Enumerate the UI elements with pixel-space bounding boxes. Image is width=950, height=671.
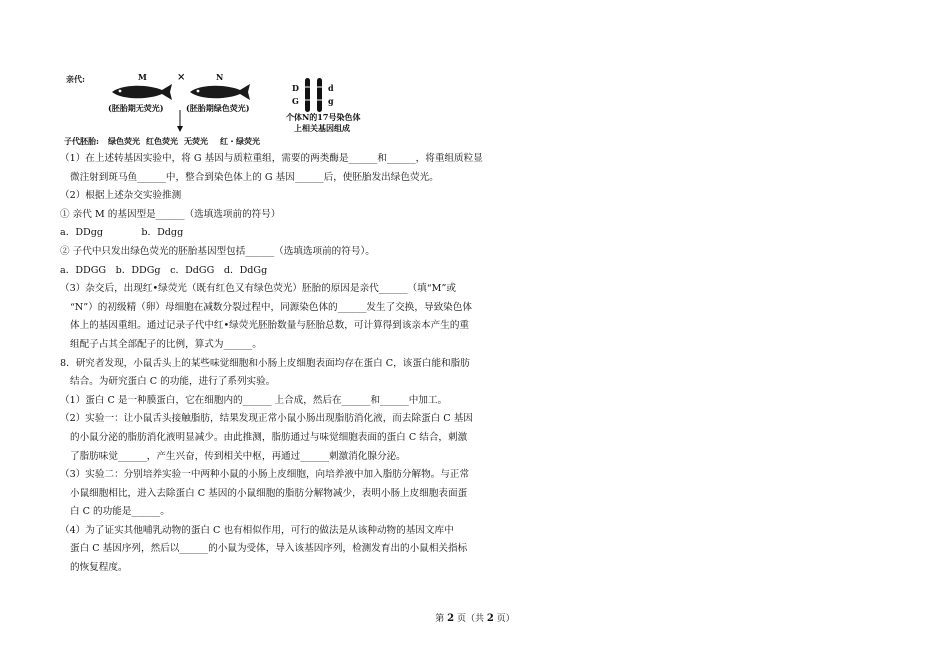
text-line: 的恢复程度。 xyxy=(70,562,128,574)
text-line: 体上的基因重组。通过记录子代中红•绿荧光胚胎数量与胚胎总数，可计算得到该亲本产生的重 xyxy=(70,320,470,332)
text-line: ① 亲代 M 的基因型是______（选填选项前的符号） xyxy=(60,208,281,220)
footer-prefix: 第 xyxy=(435,614,445,624)
question-text xyxy=(60,150,483,578)
chromosome-caption-line2: 上相关基因组成 xyxy=(294,123,350,133)
chromosome-gene-g-lower: g xyxy=(328,96,334,106)
text-line: ② 子代中只发出绿色荧光的胚胎基因型包括______（选填选项前的符号）。 xyxy=(60,245,375,257)
text-line: （2）根据上述杂交实验推测 xyxy=(60,190,182,202)
offspring-phenotype-1: 绿色荧光 xyxy=(108,136,140,146)
text-line: 小鼠细胞相比，进入去除蛋白 C 基因的小鼠细胞的脂肪分解物减少，表明小肠上皮细胞表面蛋 xyxy=(70,487,468,499)
option-line: a．DDgg b．Ddgg xyxy=(60,227,184,239)
text-line: 了脂肪味觉______，产生兴奋，传到相关中枢，再通过______刺激消化腺分泌。 xyxy=(70,450,406,462)
chromosome-caption-line1: 个体N的17号染色体 xyxy=(286,112,361,122)
text-line: （1）蛋白 C 是一种膜蛋白，它在细胞内的______ 上合成，然后在______和______中加工。 xyxy=(60,394,448,406)
text-line: （3）杂交后，出现红•绿荧光（既有红色又有绿色荧光）胚胎的原因是亲代______（填“M”或 xyxy=(60,283,456,295)
chromosome-pair-icon xyxy=(303,78,325,112)
question-8-stem: 8．研究者发现，小鼠舌头上的某些味觉细胞和小肠上皮细胞表面均存在蛋白 C，该蛋白能和脂肪 xyxy=(60,357,470,369)
footer-total-pages: 2 xyxy=(486,613,494,624)
chromosome-gene-d-upper: D xyxy=(292,83,299,93)
text-line: 蛋白 C 基因序列，然后以______的小鼠为受体，导入该基因序列，检测发育出的小鼠相关指标 xyxy=(70,543,468,555)
parent-m-caption: (胚胎期无荧光) xyxy=(108,103,164,113)
offspring-phenotype-4: 红・绿荧光 xyxy=(220,136,260,146)
cross-diagram xyxy=(60,68,480,148)
offspring-phenotype-2: 红色荧光 xyxy=(146,136,178,146)
text-line: 结合。为研究蛋白 C 的功能，进行了系列实验。 xyxy=(70,376,276,388)
text-line: 白 C 的功能是______。 xyxy=(70,506,170,518)
parent-n-label: N xyxy=(216,72,224,82)
text-line: （1）在上述转基因实验中，将 G 基因与质粒重组，需要的两类酶是______和______，将重组质粒显 xyxy=(60,153,483,164)
fish-n-icon xyxy=(186,82,254,102)
offspring-phenotype-3: 无荧光 xyxy=(184,136,208,146)
text-line: 组配子占其全部配子的比例，算式为______。 xyxy=(70,338,262,350)
parents-label: 亲代: xyxy=(66,74,85,84)
chromosome-gene-g-upper: G xyxy=(292,96,299,106)
cross-symbol: × xyxy=(177,72,186,83)
page-footer xyxy=(0,611,950,624)
text-line: （4）为了证实其他哺乳动物的蛋白 C 也有相似作用，可行的做法是从该种动物的基因文库中 xyxy=(60,524,454,536)
parent-m-label: M xyxy=(138,72,147,82)
footer-suffix: 页） xyxy=(496,614,515,624)
down-arrow-icon xyxy=(176,110,184,132)
text-line: 的小鼠分泌的脂肪消化液明显减少。由此推测，脂肪通过与味觉细胞表面的蛋白 C 结合，刺激 xyxy=(70,431,468,443)
footer-page-number: 2 xyxy=(447,613,455,624)
offspring-label: 子代胚胎: xyxy=(64,136,99,146)
text-line: （2）实验一：让小鼠舌头接触脂肪，结果发现正常小鼠小肠出现脂肪消化液，而去除蛋白 C 基因 xyxy=(60,413,473,425)
chromosome-gene-d-lower: d xyxy=(328,83,334,93)
text-line: 微注射到斑马鱼______中，整合到染色体上的 G 基因______后，使胚胎发出绿色荧光。 xyxy=(70,171,439,183)
text-line: （3）实验二：分别培养实验一中两种小鼠的小肠上皮细胞，向培养液中加入脂肪分解物。与正常 xyxy=(60,469,470,481)
text-line: “N”）的初级精（卵）母细胞在减数分裂过程中，同源染色体的______发生了交换，导致染色体 xyxy=(70,301,472,313)
fish-m-icon xyxy=(108,82,176,102)
option-line: a．DDGG b．DDGg c．DdGG d．DdGg xyxy=(60,264,268,276)
footer-middle: 页（共 xyxy=(456,614,484,624)
parent-n-caption: (胚胎期绿色荧光) xyxy=(186,103,250,113)
